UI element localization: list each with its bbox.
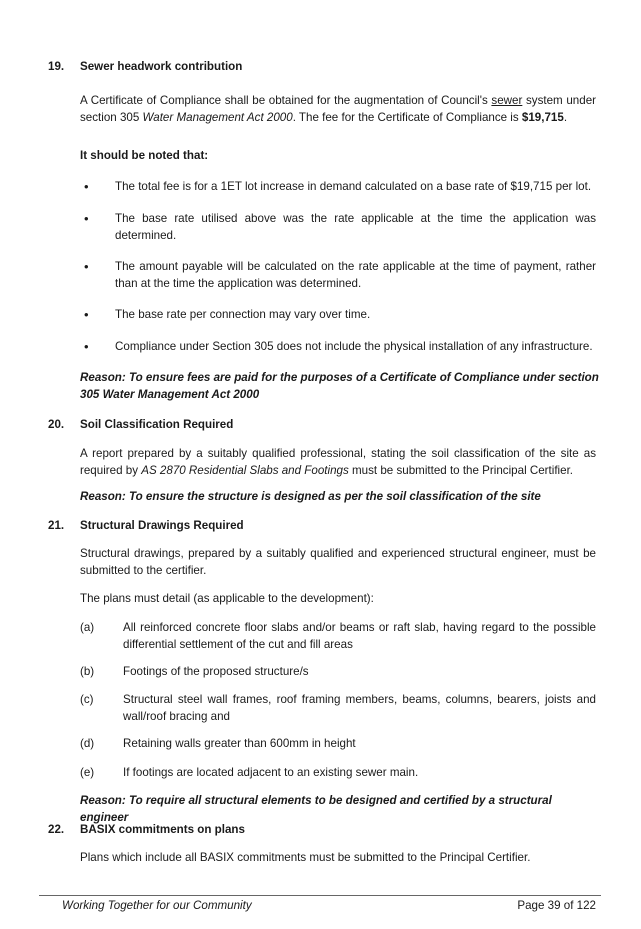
- bullet-item: The base rate utilised above was the rate applicable at the time the application was determined.: [115, 212, 596, 242]
- list-item-text: Footings of the proposed structure/s: [123, 665, 309, 678]
- fee-amount: $19,715: [521, 110, 564, 124]
- list-item-label: (b): [80, 665, 95, 678]
- section-19-number: 19.: [48, 60, 65, 73]
- section-20-reason: Reason: To ensure the structure is designed as per the soil classification of the site: [80, 490, 541, 503]
- noted-heading: It should be noted that:: [80, 149, 209, 162]
- list-item-text: All reinforced concrete floor slabs and/or beams or raft slab, having regard to the possible differential settlement of the cut and fill areas: [123, 621, 596, 651]
- bullet-item: The base rate per connection may vary over time.: [115, 308, 371, 321]
- list-item-label: (a): [80, 621, 95, 634]
- footer-tagline: Working Together for our Community: [62, 899, 252, 912]
- section-21-paragraph: Structural drawings, prepared by a suitably qualified and experienced structural engineer, must be submitted to the certifier.: [80, 547, 596, 577]
- section-19-reason: Reason: To ensure fees are paid for the purposes of a Certificate of Compliance under section 305 Water Management Act 2000: [80, 371, 599, 401]
- footer-divider: [39, 895, 601, 896]
- page-number: Page 39 of 122: [517, 899, 596, 912]
- section-21-number: 21.: [48, 519, 65, 532]
- section-19-paragraph: A Certificate of Compliance shall be obtained for the augmentation of Council's sewer system under section 305 Water Management Act 2000. The fee for the Certificate of Compliance is $19,715.: [80, 94, 597, 124]
- section-21-reason: Reason: To require all structural elements to be designed and certified by a structural engineer: [80, 794, 552, 824]
- section-19-heading: Sewer headwork contribution: [80, 60, 243, 73]
- list-item-text: If footings are located adjacent to an existing sewer main.: [123, 766, 419, 779]
- section-22-paragraph: Plans which include all BASIX commitments must be submitted to the Principal Certifier.: [80, 851, 531, 864]
- list-item-text: Structural steel wall frames, roof framing members, beams, columns, bearers, joists and wall/roof bracing and: [123, 693, 596, 723]
- list-item-label: (e): [80, 766, 95, 779]
- bullet-icon: •: [84, 179, 89, 194]
- bullet-item: Compliance under Section 305 does not include the physical installation of any infrastructure.: [115, 340, 593, 353]
- bullet-icon: •: [84, 259, 89, 274]
- section-21-heading: Structural Drawings Required: [80, 519, 244, 532]
- section-22-number: 22.: [48, 823, 65, 836]
- section-20-paragraph: A report prepared by a suitably qualified professional, stating the soil classification of the site as required by AS 2870 Residential Slabs and Footings must be submitted to the Principal Certifier.: [80, 447, 596, 477]
- section-20-number: 20.: [48, 418, 65, 431]
- list-item-label: (d): [80, 737, 95, 750]
- section-20-heading: Soil Classification Required: [80, 418, 234, 431]
- list-item-text: Retaining walls greater than 600mm in height: [123, 737, 356, 750]
- bullet-icon: •: [84, 339, 89, 354]
- section-22-heading: BASIX commitments on plans: [80, 823, 245, 836]
- section-21-intro: The plans must detail (as applicable to the development):: [80, 592, 374, 605]
- bullet-item: The total fee is for a 1ET lot increase in demand calculated on a base rate of $19,715 per lot.: [115, 180, 592, 193]
- bullet-icon: •: [84, 307, 89, 322]
- list-item-label: (c): [80, 693, 94, 706]
- bullet-icon: •: [84, 211, 89, 226]
- sewer-link[interactable]: sewer: [491, 94, 523, 107]
- bullet-item: The amount payable will be calculated on the rate applicable at the time of payment, rather than at the time the application was determined.: [115, 260, 596, 290]
